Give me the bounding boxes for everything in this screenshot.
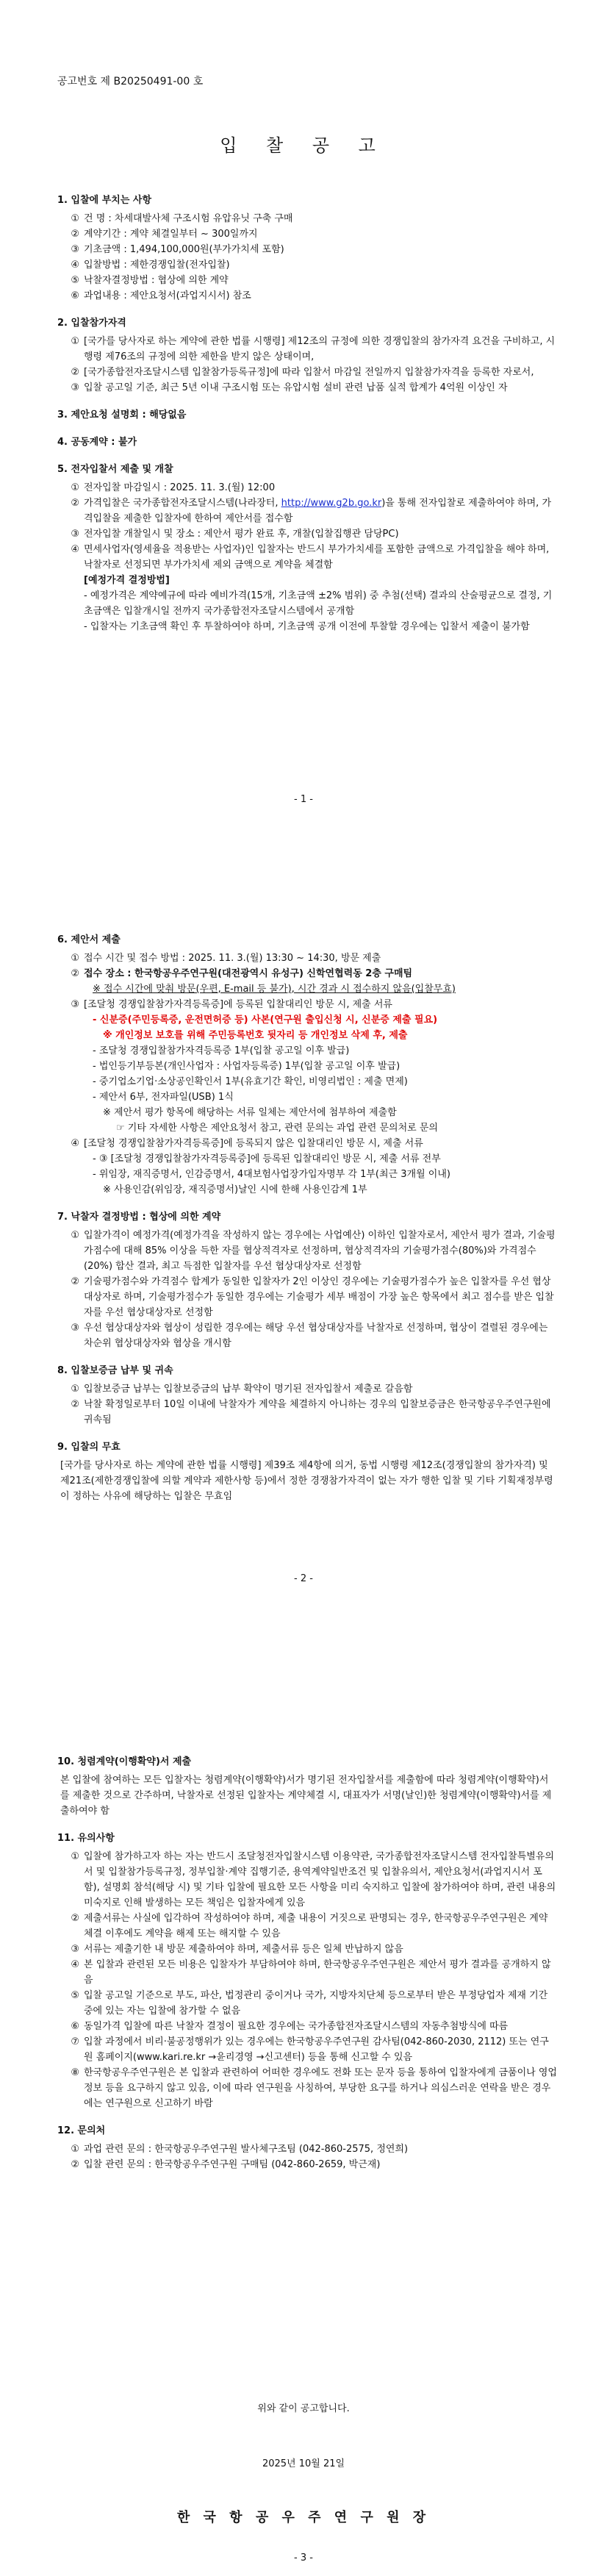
list-item: ⑥ 과업내용 : 제안요청서(과업지시서) 참조 xyxy=(71,290,251,301)
required-note: - 신분증(주민등록증, 운전면허증 등) 사본(연구원 출입신청 시, 신분증 제출 필요) xyxy=(93,1015,438,1026)
section-heading: 3. 제안요청 설명회 : 해당없음 xyxy=(57,409,187,421)
section-5 xyxy=(57,462,557,634)
list-item: - 조달청 경쟁입찰참가자격등록증 1부(입찰 공고일 이후 발급) xyxy=(93,1045,350,1056)
section-heading: 12. 문의처 xyxy=(57,2125,106,2136)
section-6 xyxy=(57,932,557,1198)
list-item: - ③ [조달청 경쟁입찰참가자격등록증]에 등록된 입찰대리인 방문 시, 제출 서류 전부 xyxy=(93,1153,441,1164)
section-heading: 2. 입찰참가자격 xyxy=(57,318,126,329)
list-item: ④ [조달청 경쟁입찰참가자격등록증]에 등록되지 않은 입찰대리인 방문 시, 제출 서류 xyxy=(71,1138,423,1149)
section-heading: 4. 공동계약 : 불가 xyxy=(57,437,137,448)
list-item: ② 계약기간 : 계약 체결일부터 ~ 300일까지 xyxy=(71,229,258,240)
list xyxy=(57,211,557,304)
notice-date: 2025년 10월 21일 xyxy=(262,2458,345,2469)
section-1 xyxy=(57,193,557,304)
page-number: - 1 - xyxy=(294,794,313,805)
list-item: ③ 기초금액 : 1,494,100,000원(부가가치세 포함) xyxy=(71,244,284,255)
list-item: ① 입찰보증금 납부는 입찰보증금의 납부 확약이 명기된 전자입찰서 제출로 갈음함 xyxy=(71,1384,413,1395)
list-item: ⑦ 입찰 과정에서 비리·불공정행위가 있는 경우에는 한국항공우주연구원 감사팀(042-860-2030, 2112) 또는 연구원 홈페이지(www.kari.re.kr →윤리경영 →신고센터) 등을 통해 신고할 수 있음 xyxy=(71,2036,549,2063)
section-11 xyxy=(57,1831,557,2111)
page1-body xyxy=(57,193,557,646)
list-item: ② 접수 장소 : 한국항공우주연구원(대전광역시 유성구) 신학연협력동 2층 구매팀 xyxy=(71,968,413,979)
list-item: ② 입찰 관련 문의 : 한국항공우주연구원 구매팀 (042-860-2659, 박근재) xyxy=(71,2159,381,2170)
list-item: ④ 입찰방법 : 제한경쟁입찰(전자입찰) xyxy=(71,260,230,271)
list-item: ③ 서류는 제출기한 내 방문 제출하여야 하며, 제출서류 등은 일체 반납하지 않음 xyxy=(71,1944,403,1955)
note: ※ 제안서 평가 항목에 해당하는 서류 일체는 제안서에 첨부하여 제출함 xyxy=(103,1107,397,1118)
paragraph: [국가를 당사자로 하는 계약에 관한 법률 시행령] 제39조 제4항에 의거, 동법 시행령 제12조(경쟁입찰의 참가자격) 및 제21조(제한경쟁입찰에 의할 계약과 제한사항 등)에서 정한 경쟁참가자격이 없는 자가 행한 입찰 및 기타 기획재정부령이 정하는 사유에 해당하는 입찰은 무효임 xyxy=(60,1460,553,1502)
section-3 xyxy=(57,407,557,423)
g2b-link[interactable]: http://www.g2b.go.kr xyxy=(281,498,382,509)
list-item: ② [국가종합전자조달시스템 입찰참가등록규정]에 따라 입찰서 마감일 전일까지 입찰참가자격을 등록한 자로서, xyxy=(71,367,534,378)
section-heading: 6. 제안서 제출 xyxy=(57,934,121,945)
list-item: ⑤ 낙찰자결정방법 : 협상에 의한 계약 xyxy=(71,275,229,286)
section-heading: 1. 입찰에 부치는 사항 xyxy=(57,195,152,206)
section-9 xyxy=(57,1439,557,1504)
list-item: ② 기술평가점수와 가격점수 합계가 동일한 입찰자가 2인 이상인 경우에는 기술평가점수가 높은 입찰자를 우선 협상대상자로 하며, 기술평가점수가 동일한 경우에는 기술평가 세부 배점이 가장 높은 항목에서 최고 점수를 받은 입찰자를 우선 협상대상자로 선정함 xyxy=(71,1276,554,1318)
list-item: ⑧ 한국항공우주연구원은 본 입찰과 관련하여 어떠한 경우에도 전화 또는 문자 등을 통하여 입찰자에게 금품이나 영업 정보 등을 요구하지 않고 있음, 이에 따라 연구원을 사칭하여, 부당한 요구를 하거나 의심스러운 연락을 받은 경우에는 연구원으로 신고하기 바람 xyxy=(71,2067,557,2109)
list-item: - 위임장, 재직증명서, 인감증명서, 4대보험사업장가입자명부 각 1부(최근 3개월 이내) xyxy=(93,1169,450,1180)
notice-number: 공고번호 제 B20250491-00 호 xyxy=(57,76,204,87)
note: ※ 사용인감(위임장, 재직증명서)날인 시에 한해 사용인감계 1부 xyxy=(103,1184,367,1195)
page-number: - 2 - xyxy=(294,1573,313,1584)
page3-body xyxy=(57,1754,557,2184)
list-item: ① 과업 관련 문의 : 한국항공우주연구원 발사체구조팀 (042-860-2575, 정연희) xyxy=(71,2144,409,2155)
list-item: ③ 우선 협상대상자와 협상이 성립한 경우에는 해당 우선 협상대상자를 낙찰자로 선정하며, 협상이 결렬된 경우에는 차순위 협상대상자와 협상을 개시함 xyxy=(71,1323,548,1349)
list-item: - 제안서 6부, 전자파일(USB) 1식 xyxy=(93,1092,234,1103)
section-12 xyxy=(57,2123,557,2172)
section-7 xyxy=(57,1209,557,1351)
list-item: ⑥ 동일가격 입찰에 따른 낙찰자 결정이 필요한 경우에는 국가종합전자조달시스템의 자동추첨방식에 따름 xyxy=(71,2021,509,2032)
issuing-organization: 한 국 항 공 우 주 연 구 원 장 xyxy=(176,2510,431,2525)
list-item: ① 건 명 : 차세대발사체 구조시험 유압유닛 구축 구매 xyxy=(71,213,293,224)
list-item: ① 전자입찰 마감일시 : 2025. 11. 3.(월) 12:00 xyxy=(71,482,276,493)
section-heading: 5. 전자입찰서 제출 및 개찰 xyxy=(57,464,173,475)
privacy-note: ※ 개인정보 보호를 위해 주민등록번호 뒷자리 등 개인정보 삭제 후, 제출 xyxy=(103,1030,408,1041)
section-heading: 11. 유의사항 xyxy=(57,1833,115,1844)
list-item: ① 입찰가격이 예정가격(예정가격을 작성하지 않는 경우에는 사업예산) 이하인 입찰자로서, 제안서 평가 결과, 기술평가점수에 대해 85% 이상을 득한 자를 협상적격자로 선정하며, 협상적격자의 기술평가점수(80%)와 가격점수(20%) 합산 결과, 최고 득점한 입찰자를 우선 협상대상자로 선정함 xyxy=(71,1230,556,1272)
section-10 xyxy=(57,1754,557,1819)
section-heading: 7. 낙찰자 결정방법 : 협상에 의한 계약 xyxy=(57,1212,221,1223)
list-item: ② 가격입찰은 국가종합전자조달시스템(나라장터, http://www.g2b.go.kr)을 통해 전자입찰로 제출하여야 하며, 가격입찰을 제출한 입찰자에 한하여 제안서를 접수함 xyxy=(71,498,551,524)
page-number: - 3 - xyxy=(294,2552,313,2564)
section-heading: 8. 입찰보증금 납부 및 귀속 xyxy=(57,1365,173,1376)
list-item: ④ 면세사업자(영세율을 적용받는 사업자)인 입찰자는 반드시 부가가치세를 포함한 금액으로 가격입찰을 해야 하며, 낙찰자로 선정되면 부가가치세 제외 금액으로 계약을 체결함 [예정가격 결정방법] - 예정가격은 계약예규에 따라 예비가격(15개, 기초금액 ±2% 범위) 중 추첨(선택) 결과의 산술평균으로 결정, 기초금액은 입찰개시일 전까지 국가종합전자조달시스템에서 공개함 - 입찰자는 기초금액 확인 후 투찰하여야 하며, 기초금액 공개 이전에 투찰할 경우에는 입찰서 제출이 불가함 xyxy=(71,544,553,632)
list-item: ① 접수 시간 및 접수 방법 : 2025. 11. 3.(월) 13:30 ~ 14:30, 방문 제출 xyxy=(71,953,381,964)
section-2 xyxy=(57,315,557,396)
list-item: ⑤ 입찰 공고일 기준으로 부도, 파산, 법정관리 중이거나 국가, 지방자치단체 등으로부터 받은 부정당업자 제재 기간 중에 있는 자는 입찰에 참가할 수 없음 xyxy=(71,1990,548,2017)
list-item: ① [국가를 당사자로 하는 계약에 관한 법률 시행령] 제12조의 규정에 의한 경쟁입찰의 참가자격 요건을 구비하고, 시행령 제76조의 규정에 의한 제한을 받지 않은 상태이며, xyxy=(71,336,556,362)
list-item: ② 낙찰 확정일로부터 10일 이내에 낙찰자가 계약을 체결하지 아니하는 경우의 입찰보증금은 한국항공우주연구원에 귀속됨 xyxy=(71,1399,551,1425)
section-8 xyxy=(57,1363,557,1428)
page-title: 입 찰 공 고 xyxy=(220,135,387,156)
section-heading: 9. 입찰의 무효 xyxy=(57,1442,121,1453)
note: ※ 접수 시간에 맞춰 방문(우편, E-mail 등 불가), 시간 경과 시 접수하지 않음(입찰무효) xyxy=(93,984,456,995)
list-item: ③ [조달청 경쟁입찰참가자격등록증]에 등록된 입찰대리인 방문 시, 제출 서류 xyxy=(71,999,392,1010)
closing-statement: 위와 같이 공고합니다. xyxy=(257,2403,350,2414)
list-item: ① 입찰에 참가하고자 하는 자는 반드시 조달청전자입찰시스템 이용약관, 국가종합전자조달시스템 전자입찰특별유의서 및 입찰참가등록규정, 정부입찰·계약 집행기준, 용역계약일반조건 및 입찰유의서, 제안요청서(과업지시서 포함), 설명회 참석(해당 시) 및 기타 입찰에 필요한 모든 사항을 미리 숙지하고 입찰에 참가하여야 하며, 관련 내용의 미숙지로 인해 발생하는 모든 책임은 입찰자에게 있음 xyxy=(71,1851,556,1908)
section-4 xyxy=(57,434,557,450)
list-item: - 중기업소기업·소상공인확인서 1부(유효기간 확인, 비영리법인 : 제출 면제) xyxy=(93,1076,408,1087)
list-item: ③ 입찰 공고일 기준, 최근 5년 이내 구조시험 또는 유압시험 설비 관련 납품 실적 합계가 4억원 이상인 자 xyxy=(71,382,508,393)
section-heading: 10. 청렴계약(이행확약)서 제출 xyxy=(57,1756,192,1767)
page2-body xyxy=(57,932,557,1516)
list-item: ② 제출서류는 사실에 입각하여 작성하여야 하며, 제출 내용이 거짓으로 판명되는 경우, 한국항공우주연구원은 계약 체결 이후에도 계약을 해제 또는 해지할 수 있음 xyxy=(71,1913,548,1939)
sub-heading: [예정가격 결정방법] xyxy=(84,575,170,586)
list-item: - 법인등기부등본(개인사업자 : 사업자등록증) 1부(입찰 공고일 이후 발급) xyxy=(93,1061,401,1072)
paragraph: 본 입찰에 참여하는 모든 입찰자는 청렴계약(이행확약)서가 명기된 전자입찰서를 제출함에 따라 청렴계약(이행확약)서를 제출한 것으로 간주하며, 낙찰자로 선정된 입찰자는 계약체결 시, 대표자가 서명(날인)한 청렴계약(이행확약)서를 제출하여야 함 xyxy=(60,1775,552,1817)
list-item: ④ 본 입찰과 관련된 모든 비용은 입찰자가 부담하여야 하며, 한국항공우주연구원은 제안서 평가 결과를 공개하지 않음 xyxy=(71,1959,551,1986)
note: ☞ 기타 자세한 사항은 제안요청서 참고, 관련 문의는 과업 관련 문의처로 문의 xyxy=(116,1123,438,1134)
list-item: ③ 전자입찰 개찰일시 및 장소 : 제안서 평가 완료 후, 개찰(입찰집행관 담당PC) xyxy=(71,529,399,540)
